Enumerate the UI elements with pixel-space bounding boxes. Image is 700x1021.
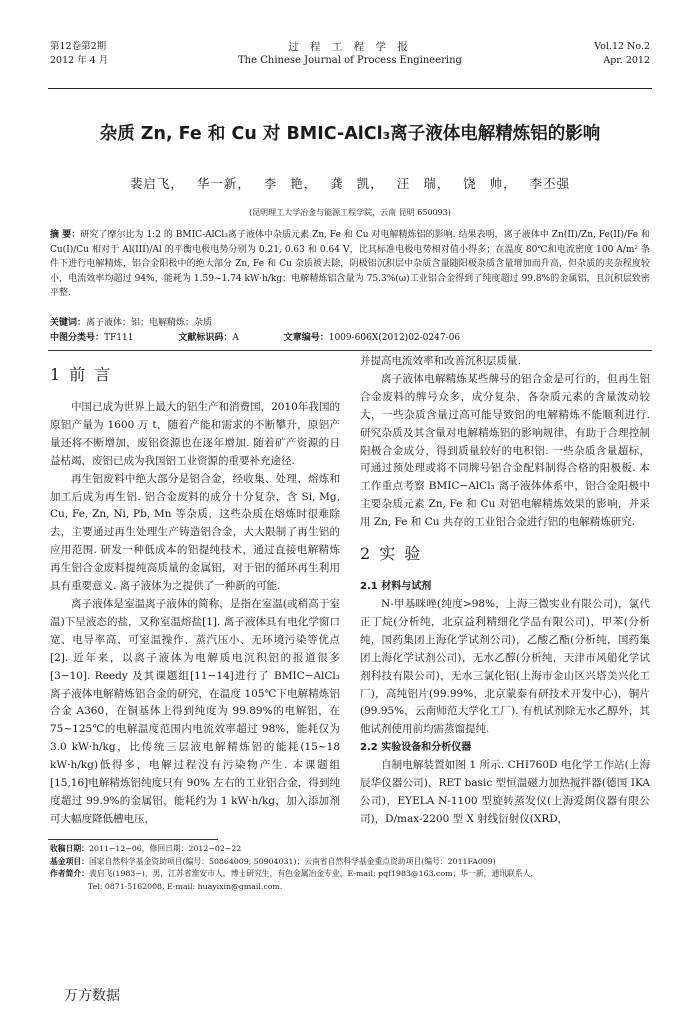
header-volume-en: [594, 40, 650, 68]
header-volume: 第12卷第2期: [50, 41, 107, 52]
watermark: 万方数据: [64, 988, 120, 1004]
article-number: 文章编号：1009-606X(2012)02-0247-06: [283, 333, 461, 343]
left-column: [50, 353, 340, 829]
paragraph: N-甲基咪唑(纯度>98%，上海三微实业有限公司)，氯代正丁烷(分析纯，北京益利精细化学品有限公司)，甲苯(分析纯，国药集团上海化学试剂公司)，乙酸乙酯(分析纯，国药集团上海化学试剂公司)，无水乙醇(分析纯，天津市风船化学试剂科技有限公司)，无水三氯化铝(上海市金山区兴塔美兴化工厂)，高纯铝片(99.99%，北京蒙泰有研技术开发中心)，铜片(99.95%，云南师范大学化工厂). 有机试剂除无水乙醇外，其他试剂使用前均需蒸馏提纯.: [360, 597, 650, 736]
subsection-heading-materials: 2.1 材料与试剂: [360, 581, 432, 593]
header-journal: [50, 40, 650, 68]
keywords-label: 关键词：: [50, 318, 87, 328]
paragraph: 并提高电流效率和改善沉积层质量.: [360, 355, 521, 367]
footnote-author: 作者简介：裴启飞(1983−)，男，江苏省淮安市人，博士研究生，有色金属冶金专业，E-mail: pqf1983@163.com；华一新，通讯联系人，: [50, 869, 539, 878]
paper-title: 杂质 Zn, Fe 和 Cu 对 BMIC-AlCl₃离子液体电解精炼铝的影响: [99, 124, 601, 144]
section-heading-introduction: 1 前 言: [50, 365, 113, 384]
footnote-fund: 基金项目：国家自然科学基金资助项目(编号：50864009; 50904031)；云南省自然科学基金重点资助项目(编号：2011FA009): [50, 856, 496, 866]
running-header: [50, 40, 650, 84]
author-list: 裴启飞， 华一新， 李 艳， 龚 凯， 汪 瑞， 饶 帅， 李丕强: [129, 176, 571, 191]
abstract-label: 摘 要：: [50, 230, 81, 240]
section-heading-experiment: 2 实 验: [360, 544, 423, 564]
header-date-cn: 2012 年 4 月: [50, 55, 109, 66]
paragraph: 离子液体电解精炼某些牌号的铝合金是可行的，但再生铝合金废料的牌号众多，成分复杂，各杂质元素的含量波动较大，一些杂质含量过高可能导致铝的电解精炼不能顺利进行. 研究杂质及其含量对电解精炼铝的影响规律，有助于合理控制阳极合金成分，得到质量较好的电积铝. 一些杂质含量超标，可通过预处理或将不同牌号铝合金配料制得合格的阳极板. 本工作重点考察 BMIC−AlCl₃ 离子液体体系中，铝合金阳极中主要杂质元素 Zn, Fe 和 Cu 对铝电解精炼效果的影响，并采用 Zn, Fe 和 Cu 共存的工业铝合金进行铝的电解精炼研究.: [360, 372, 650, 529]
header-vol-no: Vol.12 No.2: [594, 41, 650, 52]
subsection-heading-equipment: 2.2 实验设备和分析仪器: [360, 742, 472, 754]
paragraph: 自制电解装置如图 1 所示. CHI760D 电化学工作站(上海辰华仪器公司)，RET basic 型恒温磁力加热搅拌器(德国 IKA 公司)，EYELA N-1100 型旋转蒸发仪(上海爱朗仪器有限公司)，D/max-2200 型 X 射线衍射仪(XRD，: [360, 759, 650, 825]
paragraph: 再生铝废料中绝大部分是铝合金，经收集、处理、熔炼和加工后成为再生铝. 铝合金废料的成分十分复杂，含 Si, Mg, Cu, Fe, Zn, Ni, Pb, Mn 等杂质，这些杂质在熔炼时很难除去，主要通过再生处理生产铸造铝合金，大大限制了再生铝的应用范围. 研发一种低成本的铝提纯技术，通过直接电解精炼再生铝合金废料提纯高质量的金属铝，对于铝的循环再生利用具有重要意义. 离子液体为之提供了一种新的可能.: [50, 472, 340, 593]
document-code: 文献标识码：A: [178, 333, 239, 343]
footnote: [50, 843, 650, 893]
abstract: [50, 228, 650, 301]
right-column: [360, 353, 650, 829]
header-date-en: Apr. 2012: [603, 55, 650, 66]
footnote-tel: Tel: 0871-5162008, E-mail: huayixin@gmail.com.: [88, 881, 283, 891]
footnote-divider: [48, 839, 218, 840]
paragraph: 中国已成为世界上最大的铝生产和消费国，2010年我国的原铝产量为 1600 万 t，随着产能和需求的不断攀升，原铝产量还将不断增加，废铝资源也在逐年增加. 随着矿产资源的日益枯竭，废铝已成为我国铝工业资源的重要补充途径.: [50, 401, 340, 467]
classification-line: [50, 331, 650, 346]
header-journal-en: The Chinese Journal of Process Engineering: [238, 55, 462, 66]
abstract-text: 研究了摩尔比为 1:2 的 BMIC-AlCl₃离子液体中杂质元素 Zn, Fe 和 Cu 对电解精炼铝的影响. 结果表明，离子液体中 Zn(II)/Zn, Fe(II)/Fe 和 Cu(I)/Cu 相对于 Al(III)/Al 的平衡电极电势分别为 0.21, 0.63 和 0.64 V，比其标准电极电势相对值小得多；在温度 80℃和电流密度 100 A/m² 条件下进行电解精炼，铝合金阳极中的绝大部分 Zn, Fe 和 Cu 杂质被去除，阴极铝沉积层中杂质含量随阳极杂质含量增加而升高，但杂质的夹杂程度较小，电流效率均超过 94%，能耗为 1.59~1.74 kW·h/kg；电解精炼铝含量为 75.3%(ω)工业铝合金得到了纯度超过 99.8%的金属铝，且沉积层致密平整.: [50, 230, 651, 299]
affiliation: (昆明理工大学冶金与能源工程学院，云南 昆明 650093): [249, 208, 451, 217]
keywords-text: 离子液体；铝；电解精炼；杂质: [86, 318, 213, 328]
clc-number: 中图分类号：TF111: [50, 333, 134, 343]
keywords: [50, 316, 650, 331]
header-journal-cn: 过 程 工 程 学 报: [288, 41, 412, 53]
header-divider: [48, 88, 652, 89]
abstract-divider: [48, 350, 652, 351]
paragraph: 离子液体是室温离子液体的简称，是指在室温(或稍高于室温)下呈液态的盐，又称室温熔盐[1]. 离子液体具有电化学窗口宽、电导率高、可室温操作、蒸汽压小、无环境污染等优点[2]. 近年来，以离子液体为电解质电沉积铝的报道很多[3−10]. Reedy 及其课题组[11−14]进行了 BMIC−AlCl₃ 离子液体电解精炼铝合金的研究，在温度 105℃下电解精炼铝合金 A360，在铜基体上得到纯度为 99.89%的电解铝，在 75~125℃的电解温度范围内电流效率超过 98%，能耗仅为 3.0 kW·h/kg，比传统三层液电解精炼铝的能耗(15~18 kW·h/kg)低得多，电解过程没有污染物产生. 本课题组[15,16]电解精炼铝纯度只有 90% 左右的工业铝合金，得到纯度超过 99.9%的金属铝，能耗约为 1 kW·h/kg，加入添加剂可大幅度降低槽电压，: [50, 597, 340, 825]
footnote-received: 收稿日期：2011−12−06，修回日期：2012−02−22: [50, 844, 242, 853]
